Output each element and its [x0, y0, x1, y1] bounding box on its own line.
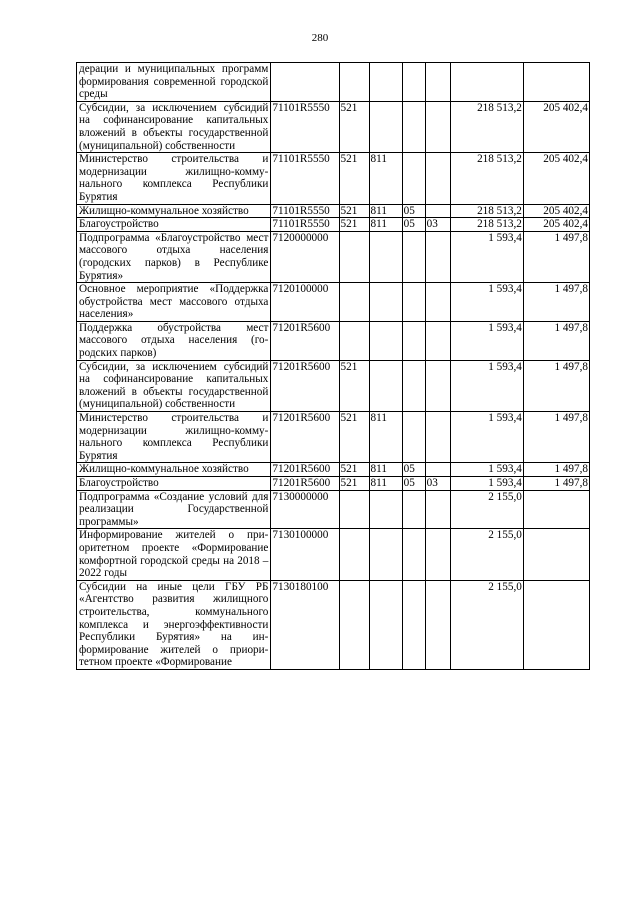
amount-year-1-cell: 1 593,4: [450, 231, 523, 282]
expense-type-code-cell: 521: [339, 463, 369, 477]
ministry-code-cell: 811: [369, 153, 402, 204]
subsection-code-cell: [425, 321, 450, 360]
row-name-cell: дерации и муниципальных программ формирования современной городской среды: [77, 63, 271, 102]
subsection-code-cell: [425, 204, 450, 218]
subsection-code-cell: [425, 360, 450, 411]
ministry-code-cell: 811: [369, 477, 402, 491]
expense-type-code-cell: [339, 580, 369, 669]
amount-year-2-cell: 1 497,8: [523, 463, 589, 477]
row-name-cell: Благоустройство: [77, 477, 271, 491]
amount-year-1-cell: 218 513,2: [450, 218, 523, 232]
section-code-cell: [402, 231, 425, 282]
amount-year-1-cell: 218 513,2: [450, 204, 523, 218]
target-article-code-cell: [271, 63, 339, 102]
section-code-cell: [402, 321, 425, 360]
table-row: [77, 101, 590, 152]
subsection-code-cell: [425, 412, 450, 463]
expense-type-code-cell: 521: [339, 218, 369, 232]
target-article-code-cell: 71201R5600: [271, 360, 339, 411]
expense-type-code-cell: [339, 63, 369, 102]
subsection-code-cell: [425, 490, 450, 529]
expense-type-code-cell: 521: [339, 101, 369, 152]
table-row: [77, 580, 590, 669]
target-article-code-cell: 7130180100: [271, 580, 339, 669]
amount-year-2-cell: 205 402,4: [523, 218, 589, 232]
section-code-cell: [402, 153, 425, 204]
amount-year-1-cell: 1 593,4: [450, 360, 523, 411]
subsection-code-cell: 03: [425, 477, 450, 491]
section-code-cell: 05: [402, 477, 425, 491]
ministry-code-cell: [369, 321, 402, 360]
amount-year-2-cell: 205 402,4: [523, 204, 589, 218]
expense-type-code-cell: [339, 283, 369, 322]
table-row: [77, 283, 590, 322]
ministry-code-cell: [369, 490, 402, 529]
amount-year-2-cell: 1 497,8: [523, 321, 589, 360]
target-article-code-cell: 7130100000: [271, 529, 339, 580]
subsection-code-cell: [425, 153, 450, 204]
amount-year-1-cell: 1 593,4: [450, 477, 523, 491]
table-row: [77, 204, 590, 218]
row-name-cell: Министерство строительства и модернизации жилищно-коммунального комплекса Республики Бурятия: [77, 412, 271, 463]
expense-type-code-cell: 521: [339, 153, 369, 204]
ministry-code-cell: 811: [369, 204, 402, 218]
amount-year-2-cell: 1 497,8: [523, 231, 589, 282]
subsection-code-cell: [425, 580, 450, 669]
subsection-code-cell: [425, 529, 450, 580]
amount-year-1-cell: 1 593,4: [450, 463, 523, 477]
target-article-code-cell: 7130000000: [271, 490, 339, 529]
amount-year-2-cell: 1 497,8: [523, 412, 589, 463]
amount-year-1-cell: 1 593,4: [450, 283, 523, 322]
amount-year-1-cell: 2 155,0: [450, 490, 523, 529]
subsection-code-cell: [425, 231, 450, 282]
target-article-code-cell: 71201R5600: [271, 477, 339, 491]
amount-year-2-cell: [523, 63, 589, 102]
section-code-cell: [402, 529, 425, 580]
target-article-code-cell: 71201R5600: [271, 463, 339, 477]
page-number: 280: [311, 32, 329, 44]
table-row: [77, 218, 590, 232]
row-name-cell: Субсидии на иные цели ГБУ РБ «Агентство развития жилищного строительства, коммунального комплекса и энергоэффективности Республики Бурятия» на информирование жителей о приоритетном проекте «Формирование: [77, 580, 271, 669]
row-name-cell: Субсидии, за исключением субсидий на софинансирование капитальных вложений в объекты государственной (муниципальной) собственности: [77, 360, 271, 411]
amount-year-2-cell: [523, 529, 589, 580]
table-row: [77, 490, 590, 529]
subsection-code-cell: [425, 283, 450, 322]
row-name-cell: Субсидии, за исключением субсидий на софинансирование капитальных вложений в объекты государственной (муниципальной) собственности: [77, 101, 271, 152]
row-name-cell: Жилищно-коммунальное хозяйство: [77, 204, 271, 218]
amount-year-2-cell: [523, 580, 589, 669]
ministry-code-cell: 811: [369, 412, 402, 463]
table-row: [77, 63, 590, 102]
target-article-code-cell: 71201R5600: [271, 412, 339, 463]
expense-type-code-cell: [339, 490, 369, 529]
section-code-cell: [402, 283, 425, 322]
section-code-cell: [402, 101, 425, 152]
table-row: [77, 477, 590, 491]
subsection-code-cell: 03: [425, 218, 450, 232]
expense-type-code-cell: 521: [339, 204, 369, 218]
target-article-code-cell: 7120100000: [271, 283, 339, 322]
amount-year-1-cell: 218 513,2: [450, 101, 523, 152]
expense-type-code-cell: 521: [339, 477, 369, 491]
target-article-code-cell: 71101R5550: [271, 101, 339, 152]
ministry-code-cell: [369, 529, 402, 580]
budget-table: [76, 62, 590, 670]
ministry-code-cell: [369, 360, 402, 411]
amount-year-2-cell: 1 497,8: [523, 360, 589, 411]
ministry-code-cell: [369, 231, 402, 282]
amount-year-1-cell: 1 593,4: [450, 412, 523, 463]
budget-table-body: [77, 63, 590, 670]
row-name-cell: Основное мероприятие «Поддержка обустройства мест массового отдыха населения»: [77, 283, 271, 322]
row-name-cell: Благоустройство: [77, 218, 271, 232]
amount-year-1-cell: 218 513,2: [450, 153, 523, 204]
amount-year-1-cell: 2 155,0: [450, 580, 523, 669]
row-name-cell: Информирование жителей о приоритетном проекте «Формирование комфортной городской среды на 2018 – 2022 годы: [77, 529, 271, 580]
expense-type-code-cell: [339, 529, 369, 580]
table-row: [77, 231, 590, 282]
section-code-cell: [402, 360, 425, 411]
ministry-code-cell: [369, 283, 402, 322]
ministry-code-cell: [369, 101, 402, 152]
target-article-code-cell: 71201R5600: [271, 321, 339, 360]
expense-type-code-cell: 521: [339, 412, 369, 463]
target-article-code-cell: 7120000000: [271, 231, 339, 282]
amount-year-2-cell: 1 497,8: [523, 283, 589, 322]
ministry-code-cell: 811: [369, 218, 402, 232]
ministry-code-cell: [369, 580, 402, 669]
expense-type-code-cell: [339, 321, 369, 360]
amount-year-1-cell: 1 593,4: [450, 321, 523, 360]
amount-year-2-cell: 1 497,8: [523, 477, 589, 491]
table-row: [77, 360, 590, 411]
ministry-code-cell: 811: [369, 463, 402, 477]
table-row: [77, 463, 590, 477]
row-name-cell: Подпрограмма «Благоустройство мест массового отдыха населения (городских парков) в Республике Бурятия»: [77, 231, 271, 282]
subsection-code-cell: [425, 63, 450, 102]
subsection-code-cell: [425, 463, 450, 477]
ministry-code-cell: [369, 63, 402, 102]
table-row: [77, 529, 590, 580]
expense-type-code-cell: 521: [339, 360, 369, 411]
row-name-cell: Жилищно-коммунальное хозяйство: [77, 463, 271, 477]
section-code-cell: [402, 580, 425, 669]
expense-type-code-cell: [339, 231, 369, 282]
target-article-code-cell: 71101R5550: [271, 218, 339, 232]
row-name-cell: Поддержка обустройства мест массового отдыха населения (городских парков): [77, 321, 271, 360]
amount-year-2-cell: [523, 490, 589, 529]
row-name-cell: Подпрограмма «Создание условий для реализации Государственной программы»: [77, 490, 271, 529]
subsection-code-cell: [425, 101, 450, 152]
target-article-code-cell: 71101R5550: [271, 204, 339, 218]
row-name-cell: Министерство строительства и модернизации жилищно-коммунального комплекса Республики Бурятия: [77, 153, 271, 204]
section-code-cell: [402, 63, 425, 102]
amount-year-2-cell: 205 402,4: [523, 101, 589, 152]
table-row: [77, 412, 590, 463]
amount-year-1-cell: 2 155,0: [450, 529, 523, 580]
section-code-cell: [402, 412, 425, 463]
section-code-cell: 05: [402, 204, 425, 218]
amount-year-1-cell: [450, 63, 523, 102]
amount-year-2-cell: 205 402,4: [523, 153, 589, 204]
section-code-cell: 05: [402, 218, 425, 232]
table-row: [77, 153, 590, 204]
table-row: [77, 321, 590, 360]
target-article-code-cell: 71101R5550: [271, 153, 339, 204]
section-code-cell: 05: [402, 463, 425, 477]
section-code-cell: [402, 490, 425, 529]
